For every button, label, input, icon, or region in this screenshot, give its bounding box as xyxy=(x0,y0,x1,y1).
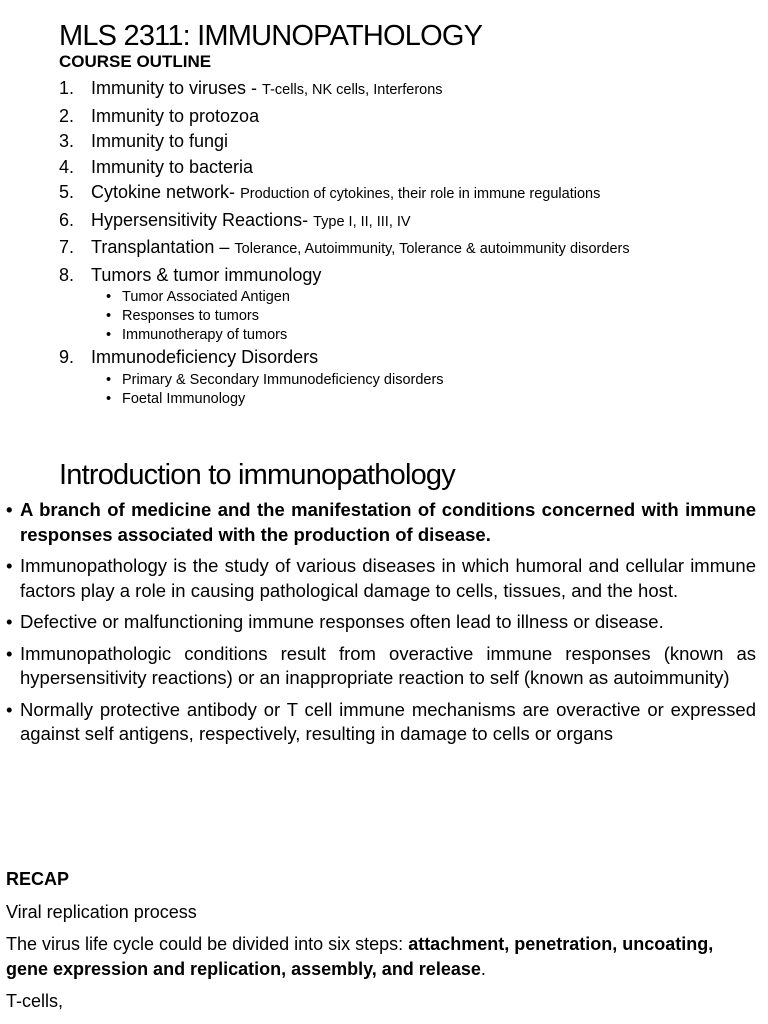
intro-bullet: • Immunopathologic conditions result from overactive immune responses (known as hypersensitivity reactions) or an inappropriate reaction to self (known as autoimmunity) xyxy=(6,642,756,691)
outline-item: 7. Transplantation – Tolerance, Autoimmunity, Tolerance & autoimmunity disorders xyxy=(59,237,630,257)
course-outline-heading: COURSE OUTLINE xyxy=(59,52,212,71)
outline-item: 4. Immunity to bacteria xyxy=(59,156,254,177)
outline-item: 2. Immunity to protozoa xyxy=(59,105,260,126)
outline-subitem: • Responses to tumors xyxy=(102,307,759,326)
intro-bullet-list xyxy=(6,498,756,754)
course-outline-list xyxy=(59,76,759,409)
recap-section xyxy=(6,867,756,1014)
recap-line: Viral replication process xyxy=(6,901,197,922)
outline-item: 9. Immunodeficiency Disorders • Primary & Secondary Immunodeficiency disorders • Foetal Immunology xyxy=(59,345,759,409)
outline-item: 6. Hypersensitivity Reactions- Type I, II, III, IV xyxy=(59,209,411,230)
outline-sublist xyxy=(91,371,759,409)
outline-item: 5. Cytokine network- Production of cytokines, their role in immune regulations xyxy=(59,182,601,202)
outline-sublist xyxy=(91,288,759,345)
intro-bullet: • Normally protective antibody or T cell immune mechanisms are overactive or expressed against self antigens, respectively, resulting in damage to cells or organs xyxy=(6,698,756,747)
recap-line: T-cells, xyxy=(6,991,64,1011)
recap-heading: RECAP xyxy=(6,869,70,889)
outline-subitem: • Tumor Associated Antigen xyxy=(102,288,759,307)
intro-heading: Introduction to immunopathology xyxy=(59,459,455,491)
outline-item: 8. Tumors & tumor immunology • Tumor Associated Antigen • Responses to tumors • Immunotherapy of tumors xyxy=(59,263,759,346)
outline-subitem: • Immunotherapy of tumors xyxy=(102,326,759,345)
outline-subitem: • Primary & Secondary Immunodeficiency disorders xyxy=(102,371,759,390)
outline-subitem: • Foetal Immunology xyxy=(102,390,759,409)
page-title: MLS 2311: IMMUNOPATHOLOGY xyxy=(59,20,483,52)
outline-item: 1. Immunity to viruses - T-cells, NK cells, Interferons xyxy=(59,78,443,98)
outline-item: 3. Immunity to fungi xyxy=(59,131,229,151)
intro-bullet: • A branch of medicine and the manifestation of conditions concerned with immune responses associated with the production of disease. xyxy=(6,498,756,547)
recap-lifecycle: The virus life cycle could be divided into six steps: attachment, penetration, uncoating, gene expression and replication, assembly, and release. xyxy=(6,934,714,979)
intro-bullet: • Defective or malfunctioning immune responses often lead to illness or disease. xyxy=(6,610,756,635)
intro-bullet: • Immunopathology is the study of various diseases in which humoral and cellular immune factors play a role in causing pathological damage to cells, tissues, and the host. xyxy=(6,554,756,603)
